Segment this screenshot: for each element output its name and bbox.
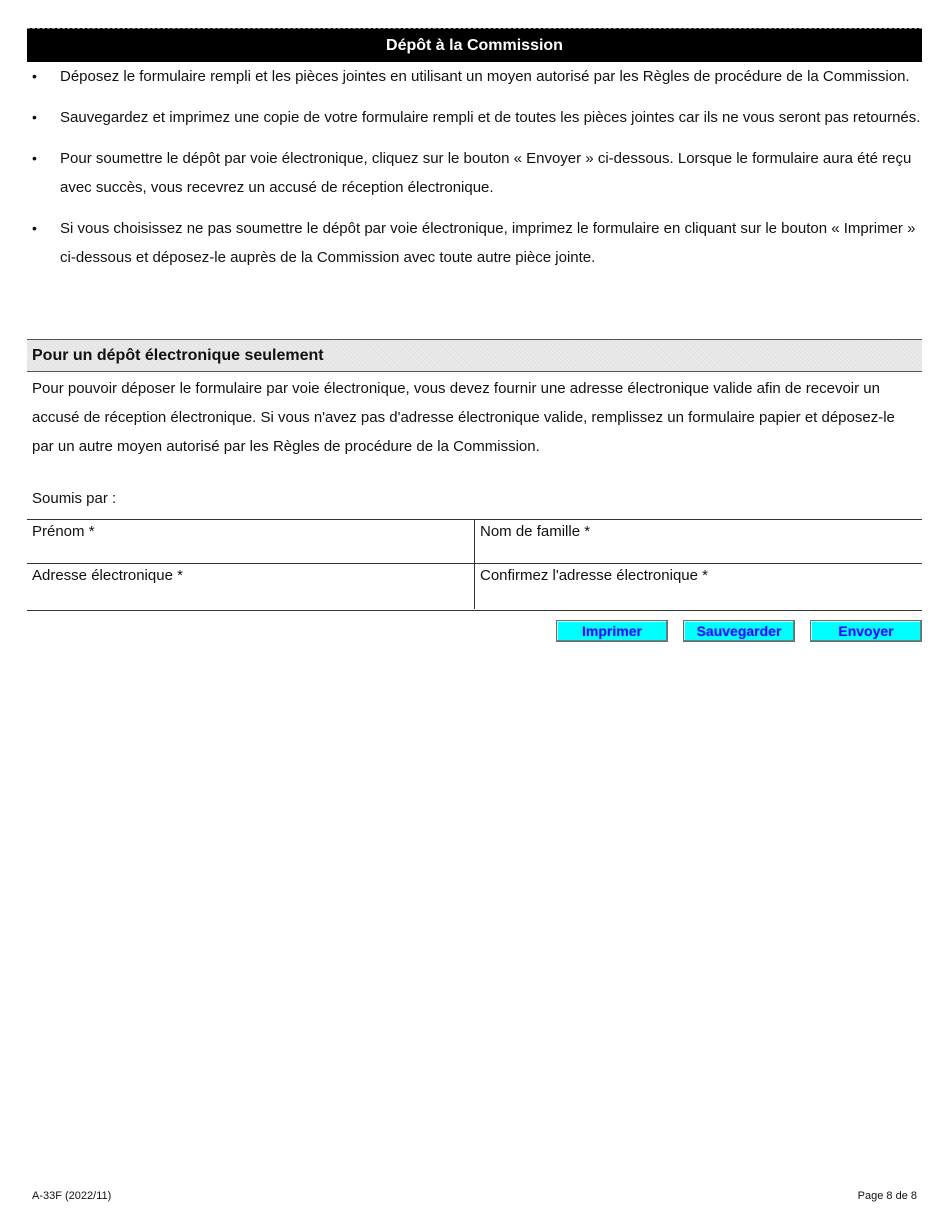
electronic-filing-intro: Pour pouvoir déposer le formulaire par voie électronique, vous devez fournir une adresse électronique valide afin de recevoir un accusé de réception électronique. Si vous n'avez pas d'adresse électronique valide, remplissez un formulaire papier et déposez-le par un autre moyen autorisé par les Règles de procédure de la Commission. — [32, 380, 895, 455]
last-name-label: Nom de famille * — [480, 523, 591, 540]
instruction-text: Sauvegardez et imprimez une copie de votre formulaire rempli et de toutes les pièces jointes car ils ne vous seront pas retournés. — [60, 109, 921, 126]
instruction-text: Pour soumettre le dépôt par voie électronique, cliquez sur le bouton « Envoyer » ci-dessous. Lorsque le formulaire aura été reçu avec succès, vous recevrez un accusé de réception électronique. — [60, 150, 912, 196]
instruction-item — [27, 144, 922, 202]
instruction-item — [27, 214, 922, 272]
first-name-label: Prénom * — [32, 523, 95, 540]
save-button[interactable]: Sauvegarder — [683, 620, 795, 642]
last-name-field[interactable] — [475, 520, 922, 564]
submitted-by-label: Soumis par : — [32, 490, 117, 507]
email-label: Adresse électronique * — [32, 567, 183, 584]
instruction-text: Déposez le formulaire rempli et les pièces jointes en utilisant un moyen autorisé par les Règles de procédure de la Commission. — [60, 68, 910, 85]
instruction-item — [27, 103, 922, 132]
first-name-field[interactable] — [27, 520, 475, 564]
bullet-icon: • — [32, 150, 37, 166]
print-button[interactable]: Imprimer — [556, 620, 668, 642]
instructions-list — [27, 62, 922, 284]
email-field[interactable] — [27, 564, 475, 609]
confirm-email-field[interactable] — [475, 564, 922, 609]
instruction-item — [27, 62, 922, 91]
section-title-depot: Dépôt à la Commission — [27, 28, 922, 62]
page-number: Page 8 de 8 — [857, 1190, 917, 1202]
form-id: A-33F (2022/11) — [32, 1190, 112, 1202]
bullet-icon: • — [32, 220, 37, 236]
submitter-fields — [27, 519, 922, 611]
bullet-icon: • — [32, 68, 37, 84]
bullet-icon: • — [32, 109, 37, 125]
confirm-email-label: Confirmez l'adresse électronique * — [480, 567, 708, 584]
instruction-text: Si vous choisissez ne pas soumettre le dépôt par voie électronique, imprimez le formulaire en cliquant sur le bouton « Imprimer » ci-dessous et déposez-le auprès de la Commission avec toute autre pièce jointe. — [60, 220, 916, 266]
electronic-filing-header: Pour un dépôt électronique seulement — [27, 339, 922, 372]
send-button[interactable]: Envoyer — [810, 620, 922, 642]
action-buttons — [556, 620, 922, 642]
